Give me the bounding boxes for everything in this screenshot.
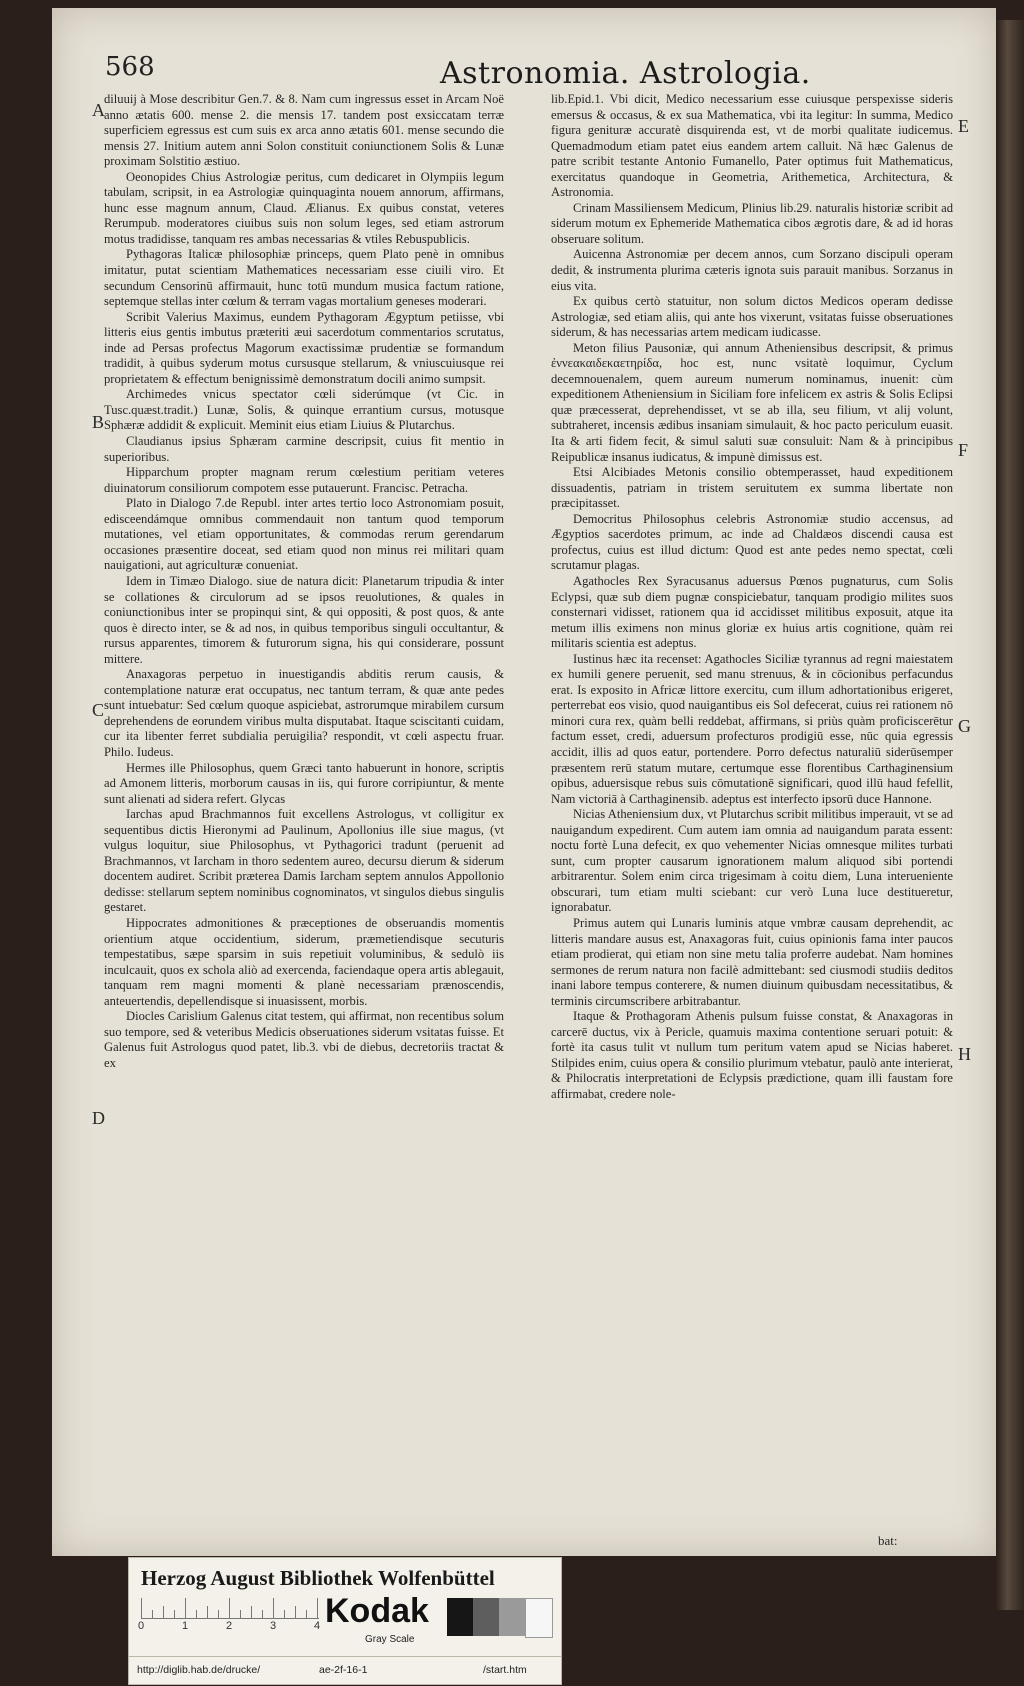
- paragraph: Idem in Timæo Dialogo. siue de natura dicit: Planetarum tripudia & inter se collationes & circulorum ad se ipsos reuolutiones, & quales in coniunctionibus inter se propinqui sint, & qui oppositi, & post quos, & ante quos è directo inter, se & ad nos, in quibus temporibus singuli occultantur, & rursus apparentes, timorem & futurorum signa, his qui considerare, possunt mittere.: [104, 573, 504, 666]
- start-path: /start.htm: [483, 1664, 527, 1676]
- paragraph: Diocles Carislium Galenus citat testem, qui affirmat, non recentibus solum suo tempore, sed & veteribus Medicis obseruationes siderum vsitatas fuisse. Et Galenus fuit Astrologus quod patet, lib.3. vbi de diebus, decretoriis tractat & ex: [104, 1009, 504, 1070]
- gray-swatches: [447, 1598, 553, 1636]
- paragraph: Archimedes vnicus spectator cœli siderúmque (vt Cic. in Tusc.quæst.tradit.) Lunæ, Solis, & quinque errantium cursus, motusque Sphæræ addidit & explicuit. Meminit eius etiam Liuius & Plutarchus.: [104, 387, 504, 433]
- margin-letter-a: A: [92, 100, 105, 120]
- paragraph: Hipparchum propter magnam rerum cœlestium peritiam veteres diuinatorum consiliorum compotem esse putauerunt. Francisc. Petracha.: [104, 465, 504, 495]
- paragraph: Etsi Alcibiades Metonis consilio obtemperasset, haud expeditionem dissuadentis, patriam in tristem seruitutem ex summa libertate non præcipitasset.: [551, 465, 953, 511]
- catchword: bat:: [878, 1533, 898, 1548]
- paragraph: Hermes ille Philosophus, quem Græci tanto habuerunt in honore, scriptis ad Amonem litteris, morborum causas in iis, qui furore corripiuntur, & mente sunt alienati ad sidera refert. Glycas: [104, 760, 504, 806]
- paragraph: Scribit Valerius Maximus, eundem Pythagoram Ægyptum petiisse, vbi litteris eius gentis imbutus præteriti æui sacerdotum commentarios scrutatus, inde ad Persas profectus Magorum exactissimæ prudentiæ se formandum tradidit, à quibus syderum motus cursusque stellarum, & vniuscuiusque rei proprietatem & effectum benignissimè demonstratum docili animo sumpsit.: [104, 309, 504, 386]
- paragraph: Plato in Dialogo 7.de Republ. inter artes tertio loco Astronomiam posuit, edisceendámque omnibus commendauit non tantum quod temporum mutationes, vel etiam opportunitates, & commodas rerum gerendarum occasiones præsentire doceat, sed etiam quod non minus rei militari quam nauigationi, aut agriculturæ conueniat.: [104, 496, 504, 573]
- margin-letter-c: C: [92, 700, 105, 720]
- paragraph: Iustinus hæc ita recenset: Agathocles Siciliæ tyrannus ad regni maiestatem ex humili genere peruenit, sed manu strenuus, & in cōcionibus perfacundus erat. Is exposito in Africæ littore exercitu, cum illum adhortationibus erigeret, perterrebat eos visio, quod nauigantibus eis Sol defecerat, cuius rei rationem nō minori cura rex, quàm belli reddebat, affirmans, si priùs quàm proficiscerētur factum esset, credi, aduersum profecturos prodigiū esse, nūc quia egressis accidit, illis ad quos eatur, portendere. Porro defectus naturaliū siderūsemper præsentem rerū statum mutare, certumque esse florentibus Carthaginensium opibus, aduersisque rebus suis cōmutationē significari, quod illū haud fefellit, Nam victoriā à Carthaginensib. adeptus est interfecto ipsorū duce Hannone.: [551, 651, 953, 806]
- paragraph: Auicenna Astronomiæ per decem annos, cum Sorzano discipuli operam dedit, & instrumenta plurima cæteris ignota suis parauit manibus. Sorzanus in eius vita.: [551, 247, 953, 293]
- paragraph: Agathocles Rex Syracusanus aduersus Pœnos pugnaturus, cum Solis Eclypsi, quæ sub diem pugnæ conspiciebatur, tanquam prodigio milites suos consternari vidisset, rationem qua id accidisset militibus exposuit, atque ita metum illis eximens non minus gloriæ ex huius artis cognitione, quàm rei militaris scientia est adeptus.: [551, 573, 953, 651]
- margin-letter-g: G: [958, 716, 971, 736]
- paragraph: Itaque & Prothagoram Athenis pulsum fuisse constat, & Anaxagoras in carcerē ductus, vix à Pericle, quamuis maxima contentione seruari potuit: & fortè ita casus tulit vt nullum tum peritum vatem apud se Nicias haberet. Stilpides enim, cuius opera & consilio plurimum vtebatur, paulò ante interierat, & Philocratis interpretationi de Eclypsis prædictione, quam illi faustam fore affirmabat, credere nole-: [551, 1009, 953, 1101]
- paragraph: lib.Epid.1. Vbi dicit, Medico necessarium esse cuiusque perspexisse sideris emersus & occasus, & ex sua Mathematica, vbi ita legitur: In summa, Medico figura genituræ accuratè disquirenda est, vt de morbi qualitate iudicemus. Quemadmodum etiam patet eius eandem artem calluit. Nã hæc Galenus de patre scribit testante Antonio Fumanello, Pater optimus fuit Mathematicus, exercitatus quandoque in Geometria, Arithemetica, Architectura, & Astronomia.: [551, 92, 953, 200]
- library-name: Herzog August Bibliothek Wolfenbüttel: [141, 1566, 495, 1590]
- paragraph: Crinam Massiliensem Medicum, Plinius lib.29. naturalis historiæ scribit ad siderum motum ex Ephemeride Mathematica cibos ægrotis dare, & ad id horas obseruare solitum.: [551, 200, 953, 246]
- gray-scale-label: Gray Scale: [365, 1634, 415, 1645]
- source-url: http://diglib.hab.de/drucke/: [137, 1664, 261, 1676]
- ruler-scale: [141, 1598, 319, 1619]
- margin-letter-f: F: [958, 440, 969, 460]
- kodak-logo: Kodak: [325, 1592, 429, 1630]
- running-header: Astronomia. Astrologia.: [440, 56, 811, 91]
- margin-letter-d: D: [92, 1108, 105, 1128]
- paragraph: Ex quibus certò statuitur, non solum dictos Medicos operam dedisse Astrologiæ, sed etiam aliis, qui ante hos vixerunt, vsitatas fuisse obseruationes siderum, & has necessarias artem medicam iudicasse.: [551, 294, 953, 340]
- library-color-target: Herzog August Bibliothek Wolfenbüttel 0 1 2 3 4 Kodak Gray Scale http://diglib.hab.de/drucke/ ae-2f-16-1 /start.htm: [128, 1557, 562, 1685]
- paragraph: Claudianus ipsius Sphæram carmine descripsit, cuius fit mentio in superioribus.: [104, 434, 504, 464]
- margin-letter-e: E: [958, 116, 969, 136]
- paragraph: Meton filius Pausoniæ, qui annum Atheniensibus descripsit, & primus ἐννεακαιδεκαετηρίδα, hoc est, nunc vsitatè loquimur, Cyclum decemnouenalem, quem aureum numerum nominamus, inuenit: cùm expeditionem Atheniensium in Siciliam fore infelicem ex astris & Solis Eclipsi quæ præcesserat, deprehendisset, vt se ab illa, seu filium, vt alij volunt, subtraheret, incensis ædibus insaniam simulauit, & hoc pacto periculum euasit. Ita & arti fidem fecit, & simul saluti suæ consuluit: Nam & à principibus Reipublicæ insanus iudicatus, & impunè dimissus est.: [551, 340, 953, 464]
- paragraph: Oeonopides Chius Astrologiæ peritus, cum dedicaret in Olympiis legum tabulam, scripsit, in ea Astrologiæ quinquaginta nouem annorum, affirmans, hunc esse magnum annum, Claud. Ælianus. Ex quibus constat, veteres Rerumpub. moderatores ciuibus suis non solum leges, sed etiam astrorum motus tradidisse, tanquam res ambas necessarias & vtiles Rebuspublicis.: [104, 169, 504, 246]
- paragraph: Primus autem qui Lunaris luminis atque vmbræ causam deprehendit, ac litteris mandare ausus est, Anaxagoras fuit, cuius opinionis fama inter paucos etiam prodierat, qui etiam non sine metu talia proferre audebat. Nam homines sermones de rerum natura non facilè admittebant: sed ciusmodi studiis deditos inani labore tempus conterere, & numen diuinum quibusdam necessitatibus, & terminis circumscribere arbitrabantur.: [551, 915, 953, 1008]
- paragraph: diluuij à Mose describitur Gen.7. & 8. Nam cum ingressus esset in Arcam Noë anno ætatis 600. mense 2. die mensis 17. tandem post exsiccatam terræ superficiem egressus est cum suis ex arca anno ætatis 601. mense secundo die mensis 27. Initium autem anni Solon constituit coniunctionem Solis & Lunæ proximam Solstitio æstiuo.: [104, 92, 504, 169]
- page-number: 568: [105, 52, 155, 82]
- source-url-row: [129, 1656, 561, 1683]
- paragraph: Democritus Philosophus celebris Astronomiæ studio accensus, ad Ægyptios sacerdotes primum, ac inde ad Chaldæos discendi causa est profectus, cuius est illud dictum: Quod est ante pedes nemo spectat, cœli scrutamur plagas.: [551, 511, 953, 573]
- paragraph: Pythagoras Italicæ philosophiæ princeps, quem Plato penè in omnibus imitatur, putat scientiam Mathematices necessariam esse ciuili viro. Et secundum Censorinū affirmauit, hunc totū mundum musica factum ratione, septemque stellas inter cœlum & terram vagas mortalium geneses moderari.: [104, 247, 504, 309]
- paragraph: Hippocrates admonitiones & præceptiones de obseruandis momentis orientium atque occidentium, siderum, præmetiendisque secuturis tempestatibus, sæpe sparsim in suis repetiuit voluminibus, & sedulò iis inculcauit, quos ex schola aliò ad exercenda, faciendaque opera artis ablegauit, tanquam rem magni momenti & planè necessariam prænoscendis, anteuertendis, depellendisque si inuasissent, morbis.: [104, 915, 504, 1008]
- margin-letter-b: B: [92, 412, 105, 432]
- left-column: [104, 92, 504, 1071]
- paragraph: Anaxagoras perpetuo in inuestigandis abditis rerum causis, & contemplatione naturæ erat occupatus, nec tantum terram, & quæ ante pedes sunt intuebatur: Sed cœlum quoque aspiciebat, astrorumque mirabilem cursum deprehendens de eorundem viribus multa disputabat. Itaque sciscitanti cuidam, cur ita libenter ferret subdialia peruigilia? respondit, vt cœli aspectu fruar. Philo. Iudeus.: [104, 667, 504, 759]
- paragraph: Nicias Atheniensium dux, vt Plutarchus scribit militibus imperauit, vt se ad nauigandum expedirent. Cum autem iam omnia ad nauigandum parata essent: noctu fortè Luna defecit, ex quo vehementer Nicias omnesque milites turbati sunt, cum propter causarum ignorationem malum aliquod sibi portendi arbitrarentur. Solem enim circa trigesimam à coitu diem, Luna interueniente obscurari, tum etiam multi sciebant: cur verò Luna luce destitueretur, ignorabatur.: [551, 807, 953, 915]
- right-column: [551, 92, 953, 1103]
- margin-letter-h: H: [958, 1044, 971, 1064]
- adjacent-page-edge: [996, 20, 1024, 1610]
- shelfmark: ae-2f-16-1: [319, 1664, 368, 1676]
- paragraph: Iarchas apud Brachmannos fuit excellens Astrologus, vt colligitur ex sequentibus dictis Hieronymi ad Paulinum, Apollonius ille siue magus, (vt vulgus loquitur, siue Philosophus, vt Pythagorici tradunt (peruenit ad Brachmannos, vt Iarcham in thoro sedentem aureo, decursu dierum & siderum docentem audiret. Scribit præterea Damis Iarcham septem annulos Appollonio dedisse: stellarum septem nominibus cognominatos, vt singulos diebus singulis gestaret.: [104, 807, 504, 915]
